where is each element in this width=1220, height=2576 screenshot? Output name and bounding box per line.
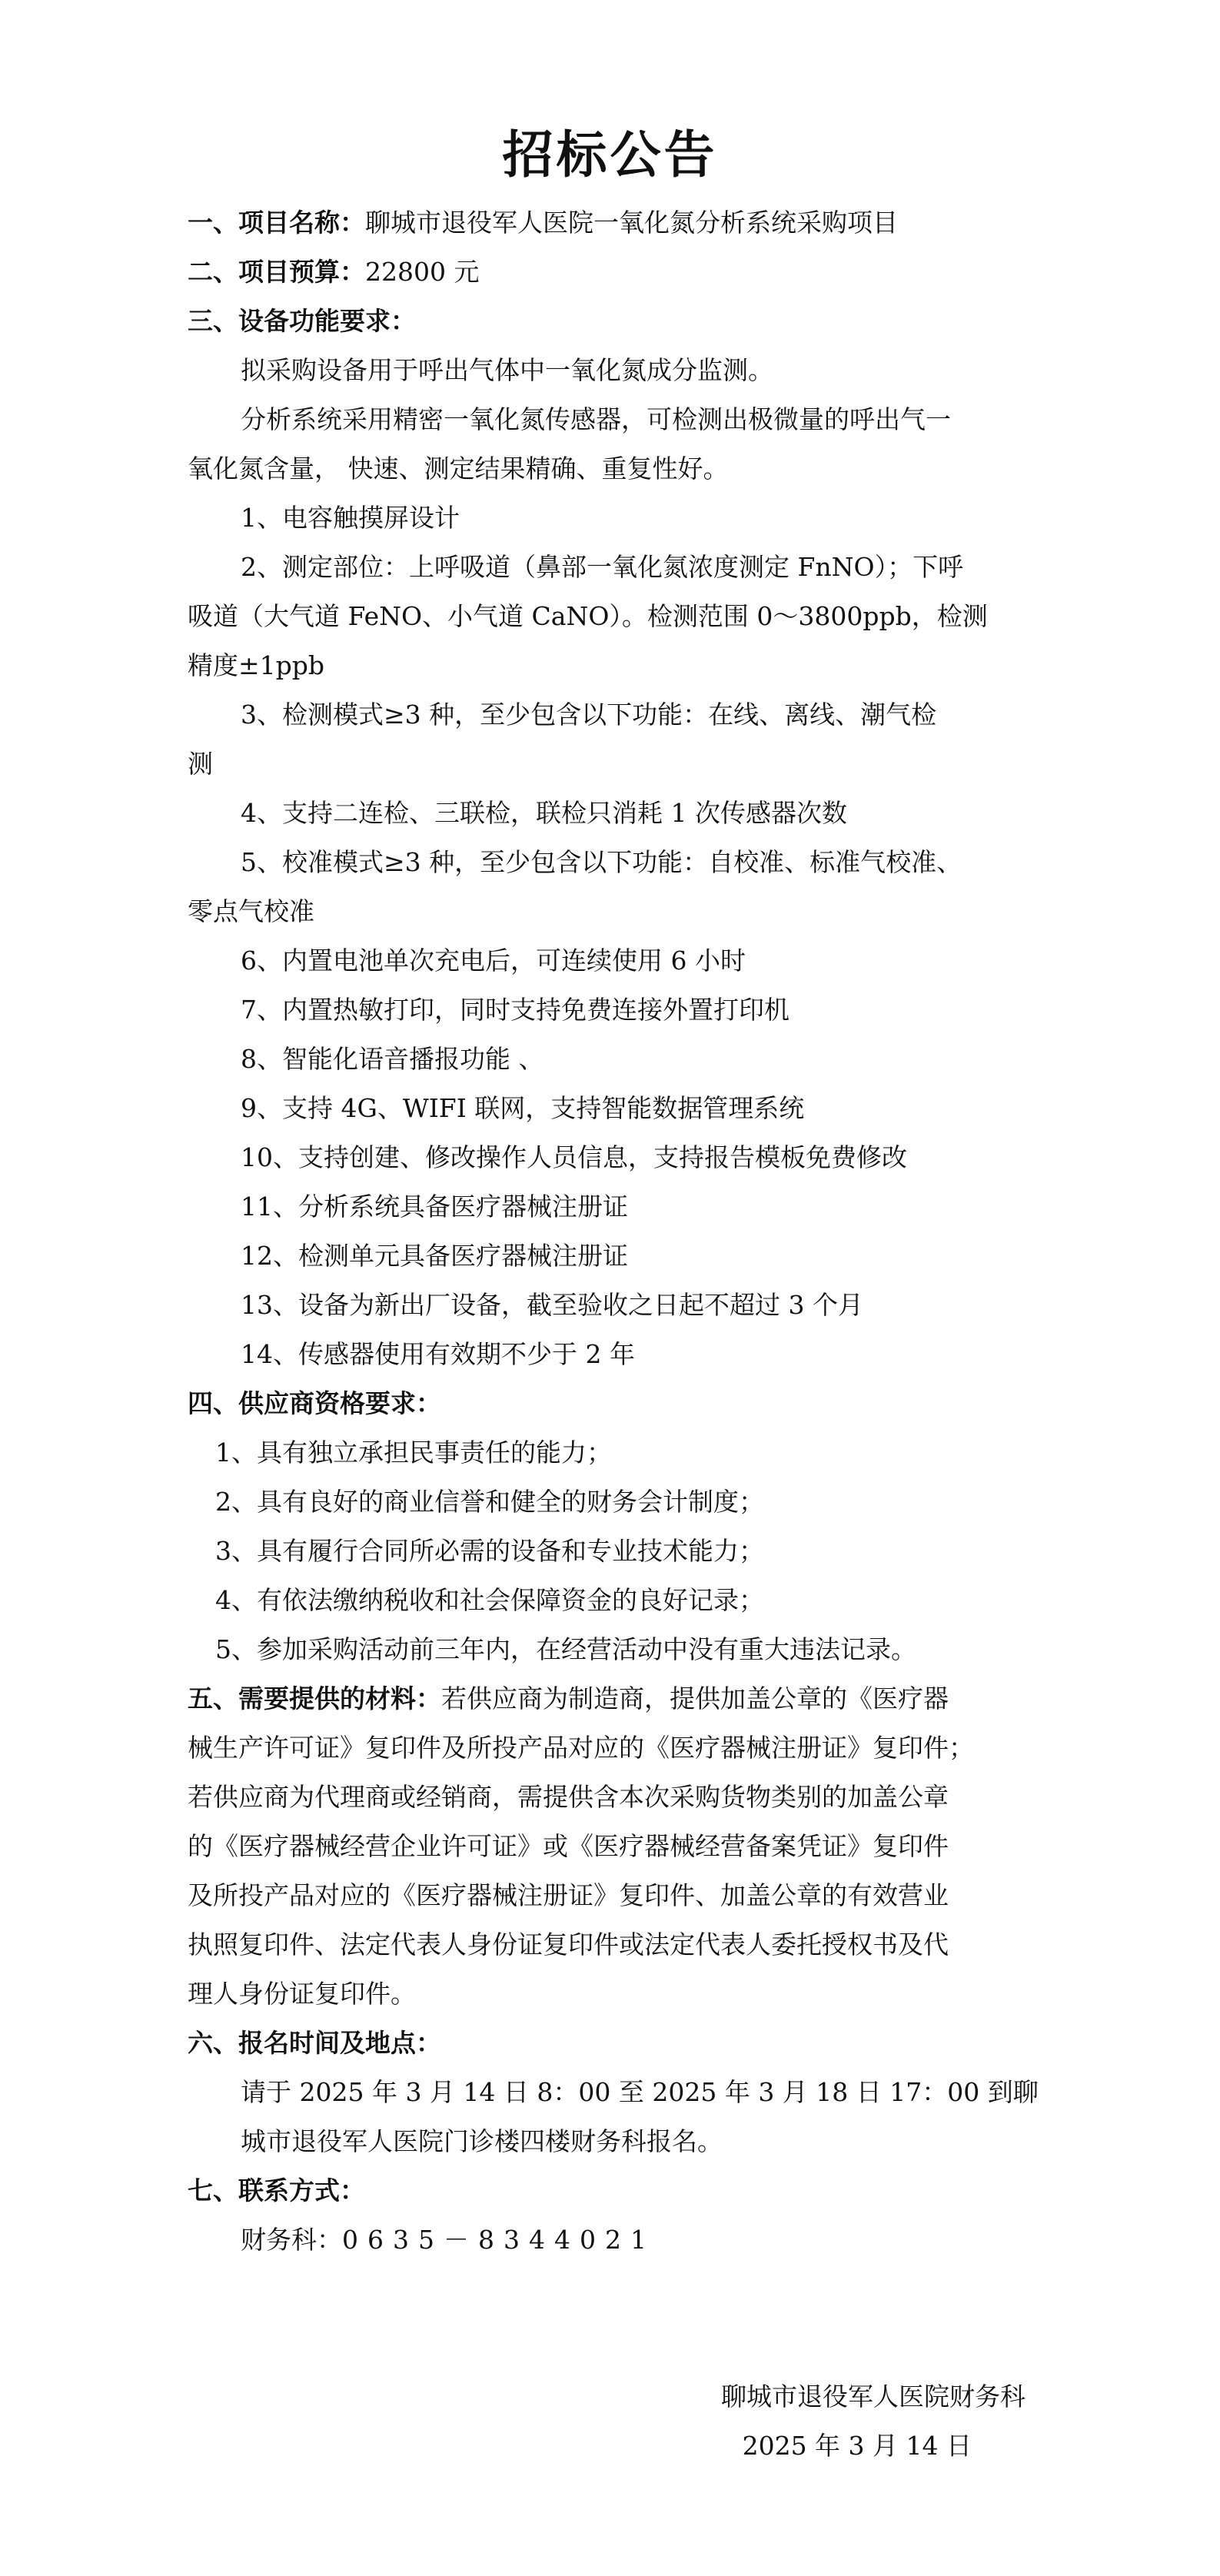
section-materials [188, 1674, 1045, 1723]
list-item: 10、支持创建、修改操作人员信息，支持报告模板免费修改 [241, 1142, 907, 1172]
signature-block [487, 2372, 1026, 2471]
paragraph: 拟采购设备用于呼出气体中一氧化氮成分监测。 [241, 355, 773, 385]
document-body [188, 198, 1045, 2265]
list-item: 4、有依法缴纳税收和社会保障资金的良好记录； [215, 1585, 764, 1615]
list-item: 1、具有独立承担民事责任的能力； [215, 1438, 612, 1467]
signature-org: 聊城市退役军人医院财务科 [721, 2382, 1026, 2411]
section-heading: 七、联系方式： [188, 2175, 365, 2205]
list-item: 7、内置热敏打印，同时支持免费连接外置打印机 [241, 995, 790, 1025]
list-item: 2、测定部位：上呼吸道（鼻部一氧化氮浓度测定 FnNO）；下呼 [241, 552, 964, 582]
paragraph: 城市退役军人医院门诊楼四楼财务科报名。 [241, 2126, 723, 2156]
section-heading: 五、需要提供的材料： [188, 1684, 441, 1713]
list-item: 6、内置电池单次充电后，可连续使用 6 小时 [241, 946, 746, 976]
signature-date: 2025 年 3 月 14 日 [742, 2431, 972, 2461]
paragraph: 执照复印件、法定代表人身份证复印件或法定代表人委托授权书及代 [188, 1930, 949, 1959]
document-title: 招标公告 [502, 125, 718, 184]
list-item: 测 [188, 749, 213, 779]
paragraph: 及所投产品对应的《医疗器械注册证》复印件、加盖公章的有效营业 [188, 1880, 949, 1910]
section-heading: 四、供应商资格要求： [188, 1388, 441, 1418]
list-item: 8、智能化语音播报功能 、 [241, 1044, 544, 1074]
section-project-name [188, 198, 1045, 248]
project-name: 聊城市退役军人医院一氧化氮分析系统采购项目 [365, 208, 898, 238]
paragraph: 氧化氮含量， 快速、测定结果精确、重复性好。 [188, 454, 729, 484]
list-item: 吸道（大气道 FeNO、小气道 CaNO）。检测范围 0～3800ppb，检测 [188, 601, 988, 631]
contact-line [188, 2215, 1045, 2265]
list-item: 2、具有良好的商业信誉和健全的财务会计制度； [215, 1487, 764, 1517]
paragraph: 若供应商为代理商或经销商，需提供含本次采购货物类别的加盖公章 [188, 1782, 949, 1812]
list-item: 12、检测单元具备医疗器械注册证 [241, 1241, 628, 1271]
list-item: 13、设备为新出厂设备，截至验收之日起不超过 3 个月 [241, 1290, 863, 1320]
list-item: 精度±1ppb [188, 650, 325, 680]
list-item: 5、参加采购活动前三年内，在经营活动中没有重大违法记录。 [215, 1634, 916, 1664]
list-item: 11、分析系统具备医疗器械注册证 [241, 1192, 628, 1222]
list-item: 3、具有履行合同所必需的设备和专业技术能力； [215, 1536, 764, 1566]
list-item: 1、电容触摸屏设计 [241, 503, 460, 533]
section-heading: 一、项目名称： [188, 208, 365, 238]
list-item: 14、传感器使用有效期不少于 2 年 [241, 1339, 635, 1369]
section-heading: 三、设备功能要求： [188, 306, 416, 336]
section-heading: 二、项目预算： [188, 257, 365, 287]
list-item: 零点气校准 [188, 896, 314, 926]
paragraph: 请于 2025 年 3 月 14 日 8：00 至 2025 年 3 月 18 日 17：00 到聊 [241, 2077, 1039, 2107]
paragraph: 分析系统采用精密一氧化氮传感器，可检测出极微量的呼出气一 [241, 404, 951, 434]
paragraph: 若供应商为制造商，提供加盖公章的《医疗器 [441, 1684, 949, 1713]
list-item: 9、支持 4G、WIFI 联网，支持智能数据管理系统 [241, 1093, 805, 1123]
paragraph: 理人身份证复印件。 [188, 1979, 416, 2009]
contact-phone: 0635－8344021 [342, 2225, 656, 2255]
contact-label: 财务科： [241, 2225, 342, 2255]
list-item: 4、支持二连检、三联检，联检只消耗 1 次传感器次数 [241, 798, 847, 828]
budget-value: 22800 元 [365, 257, 480, 287]
section-budget [188, 248, 1045, 297]
section-heading: 六、报名时间及地点： [188, 2028, 441, 2058]
list-item: 5、校准模式≥3 种，至少包含以下功能：自校准、标准气校准、 [241, 847, 962, 877]
paragraph: 的《医疗器械经营企业许可证》或《医疗器械经营备案凭证》复印件 [188, 1831, 949, 1861]
list-item: 3、检测模式≥3 种，至少包含以下功能：在线、离线、潮气检 [241, 700, 937, 730]
paragraph: 械生产许可证》复印件及所投产品对应的《医疗器械注册证》复印件； [188, 1733, 974, 1763]
